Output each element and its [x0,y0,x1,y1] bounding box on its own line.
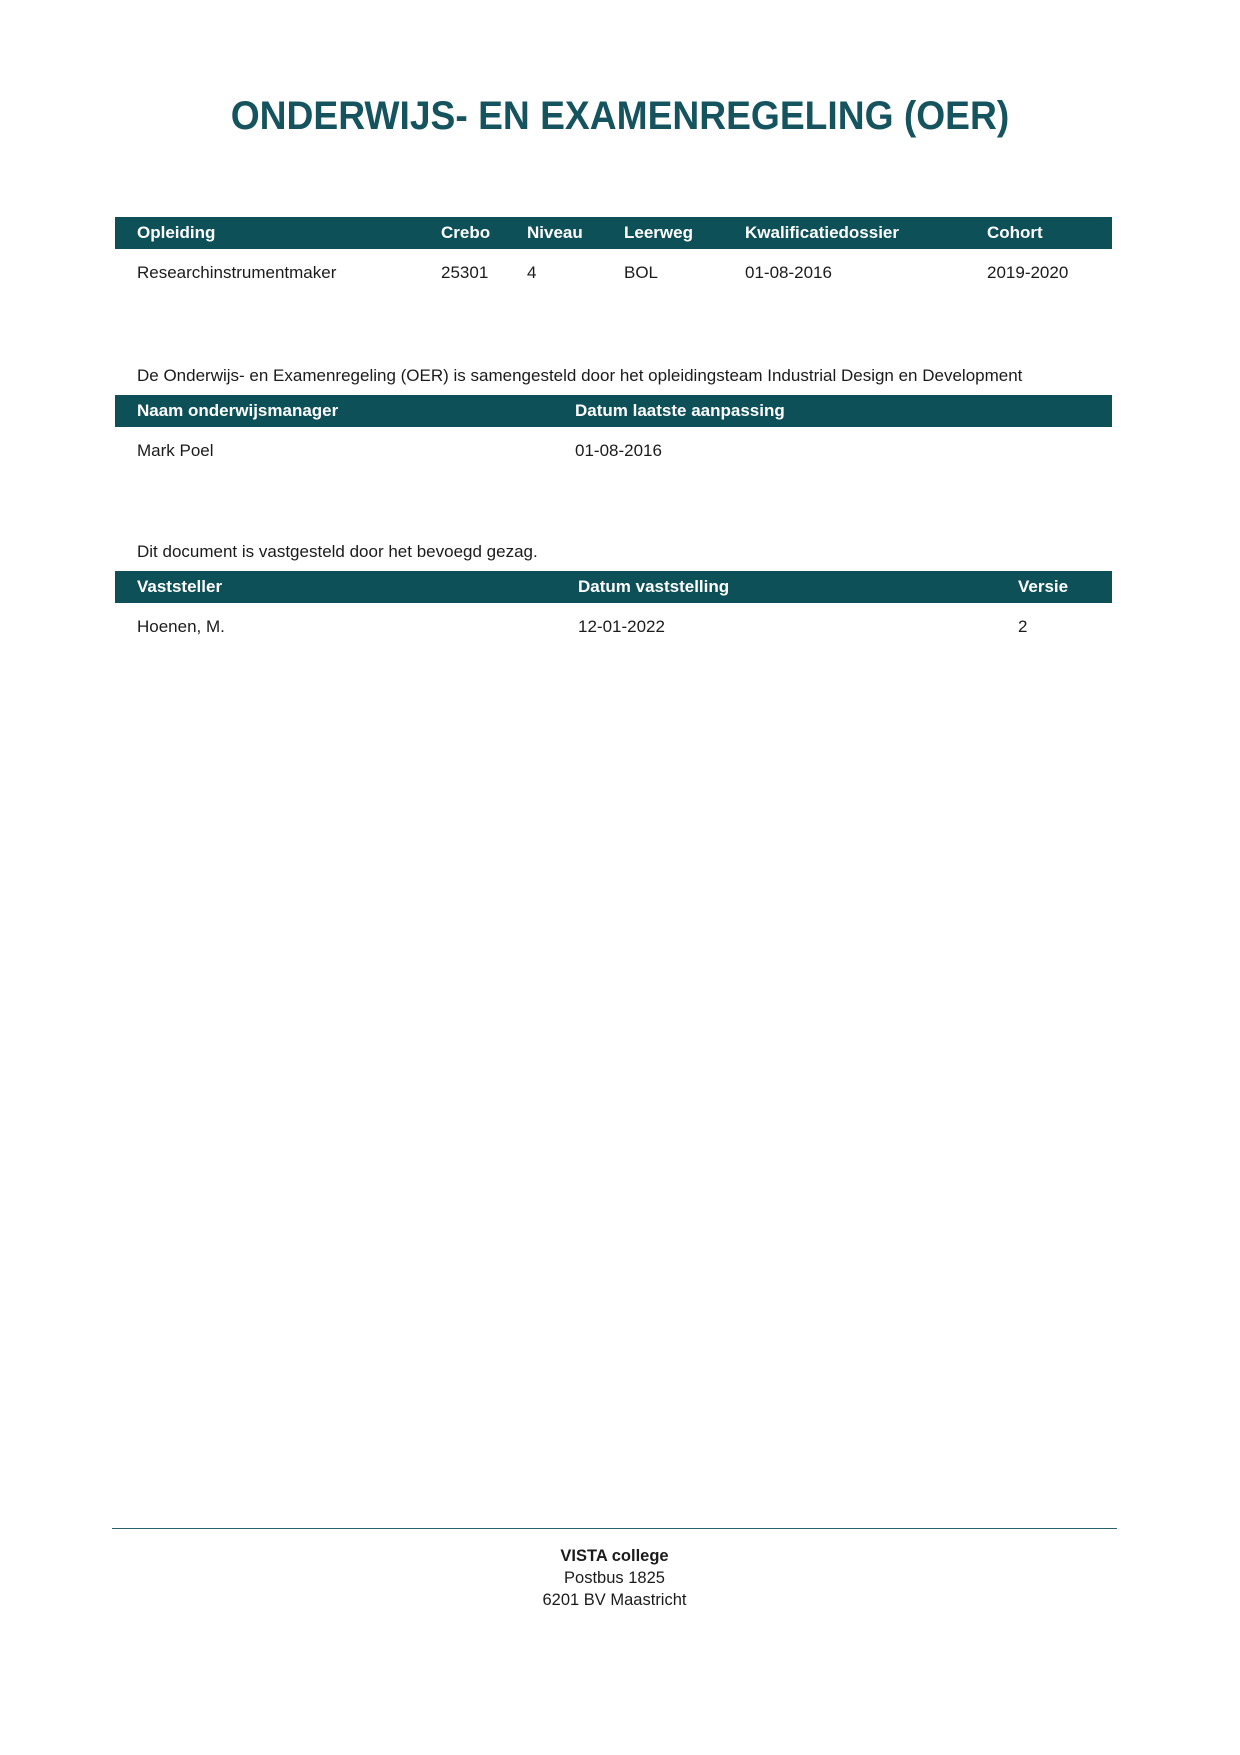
approval-table-row [115,603,1112,649]
manager-table-header-row [115,395,1112,427]
manager-cell-datum: 01-08-2016 [575,441,662,460]
approval-cell-datum: 12-01-2022 [578,617,665,636]
approval-header-vaststeller: Vaststeller [115,571,556,603]
footer-divider [112,1528,1117,1529]
program-cell-opleiding: Researchinstrumentmaker [137,263,337,282]
approval-paragraph: Dit document is vastgesteld door het bevoegd gezag. [137,542,538,561]
program-header-opleiding: Opleiding [115,217,419,249]
program-header-kwalificatiedossier: Kwalificatiedossier [723,217,965,249]
document-content [115,217,1112,649]
program-cell-crebo: 25301 [441,263,489,282]
team-paragraph: De Onderwijs- en Examenregeling (OER) is samengesteld door het opleidingsteam Industrial Design en Development [137,366,1023,385]
manager-header-datum: Datum laatste aanpassing [553,395,1112,427]
program-header-niveau: Niveau [505,217,602,249]
manager-table [115,395,1112,473]
approval-table [115,571,1112,649]
approval-header-datum: Datum vaststelling [556,571,996,603]
program-table-row [115,249,1112,295]
footer-address-line1: Postbus 1825 [564,1569,665,1587]
approval-header-versie: Versie [996,571,1112,603]
manager-header-naam: Naam onderwijsmanager [115,395,553,427]
program-cell-leerweg: BOL [624,263,659,282]
approval-cell-vaststeller: Hoenen, M. [137,617,225,636]
page-footer [112,1528,1117,1611]
program-cell-cohort: 2019-2020 [987,263,1069,282]
program-header-crebo: Crebo [419,217,505,249]
program-header-leerweg: Leerweg [602,217,723,249]
approval-cell-versie: 2 [1018,617,1028,636]
program-header-cohort: Cohort [965,217,1112,249]
program-cell-kwalificatiedossier: 01-08-2016 [745,263,832,282]
footer-organization: VISTA college [560,1547,669,1565]
page-title: ONDERWIJS- EN EXAMENREGELING (OER) [230,94,1010,138]
footer-address-line2: 6201 BV Maastricht [542,1591,687,1609]
approval-table-header-row [115,571,1112,603]
manager-table-row [115,427,1112,473]
manager-cell-naam: Mark Poel [137,441,214,460]
program-table-header-row [115,217,1112,249]
program-cell-niveau: 4 [527,263,537,282]
program-table [115,217,1112,295]
